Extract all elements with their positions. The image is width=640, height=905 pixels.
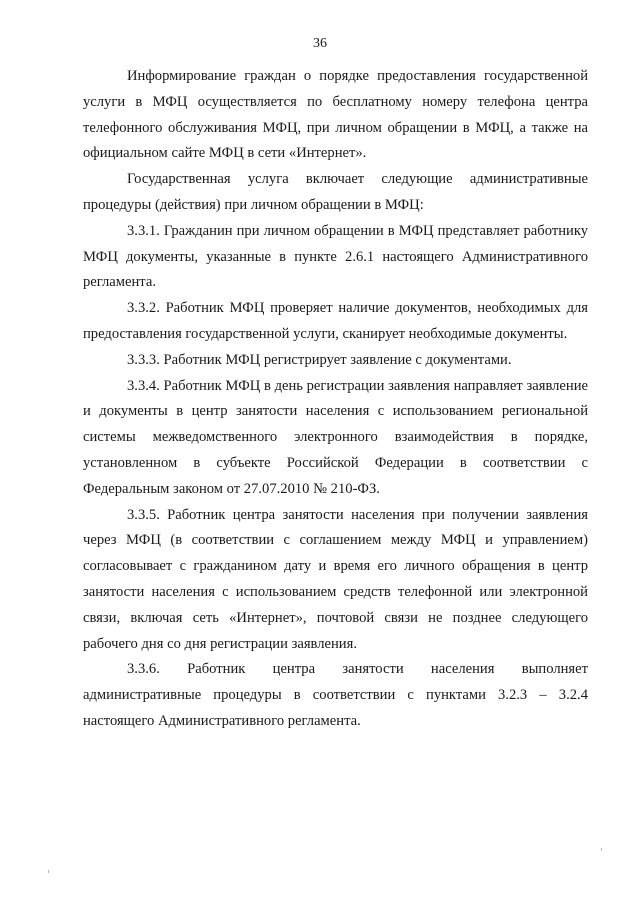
paragraph-3-3-1: 3.3.1. Гражданин при личном обращении в МФЦ представляет работнику МФЦ документы, указанные в пункте 2.6.1 настоящего Административного регламента. xyxy=(83,222,588,291)
paragraph-3-3-5: 3.3.5. Работник центра занятости населения при получении заявления через МФЦ (в соответствии с соглашением между МФЦ и управлением) согласовывает с гражданином дату и время его личного обращения в центр занятости населения с использованием средств телефонной или электронной связи, включая сеть «Интернет», почтовой связи не позднее следующего рабочего дня со дня регистрации заявления. xyxy=(83,506,588,652)
page-number: 36 xyxy=(313,36,327,51)
paragraph-procedures-intro: Государственная услуга включает следующие административные процедуры (действия) при личном обращении в МФЦ: xyxy=(83,171,588,213)
scan-speck xyxy=(48,870,49,873)
paragraph-3-3-3: 3.3.3. Работник МФЦ регистрирует заявление с документами. xyxy=(127,351,512,368)
paragraph-mfc-information: Информирование граждан о порядке предоставления государственной услуги в МФЦ осуществляется по бесплатному номеру телефона центра телефонного обслуживания МФЦ, при личном обращении в МФЦ, а также на официальном сайте МФЦ в сети «Интернет». xyxy=(83,68,588,162)
paragraph-3-3-4: 3.3.4. Работник МФЦ в день регистрации заявления направляет заявление и документы в центр занятости населения с использованием региональной системы межведомственного электронного взаимодействия в порядке, установленном в субъекте Российской Федерации в соответствии с Федеральным законом от 27.07.2010 № 210-ФЗ. xyxy=(83,377,588,497)
scan-speck xyxy=(601,848,602,851)
paragraph-3-3-2: 3.3.2. Работник МФЦ проверяет наличие документов, необходимых для предоставления государственной услуги, сканирует необходимые документы. xyxy=(83,300,588,342)
document-body xyxy=(83,64,588,735)
paragraph-3-3-6: 3.3.6. Работник центра занятости населения выполняет административные процедуры в соответствии с пунктами 3.2.3 – 3.2.4 настоящего Административного регламента. xyxy=(83,661,588,729)
